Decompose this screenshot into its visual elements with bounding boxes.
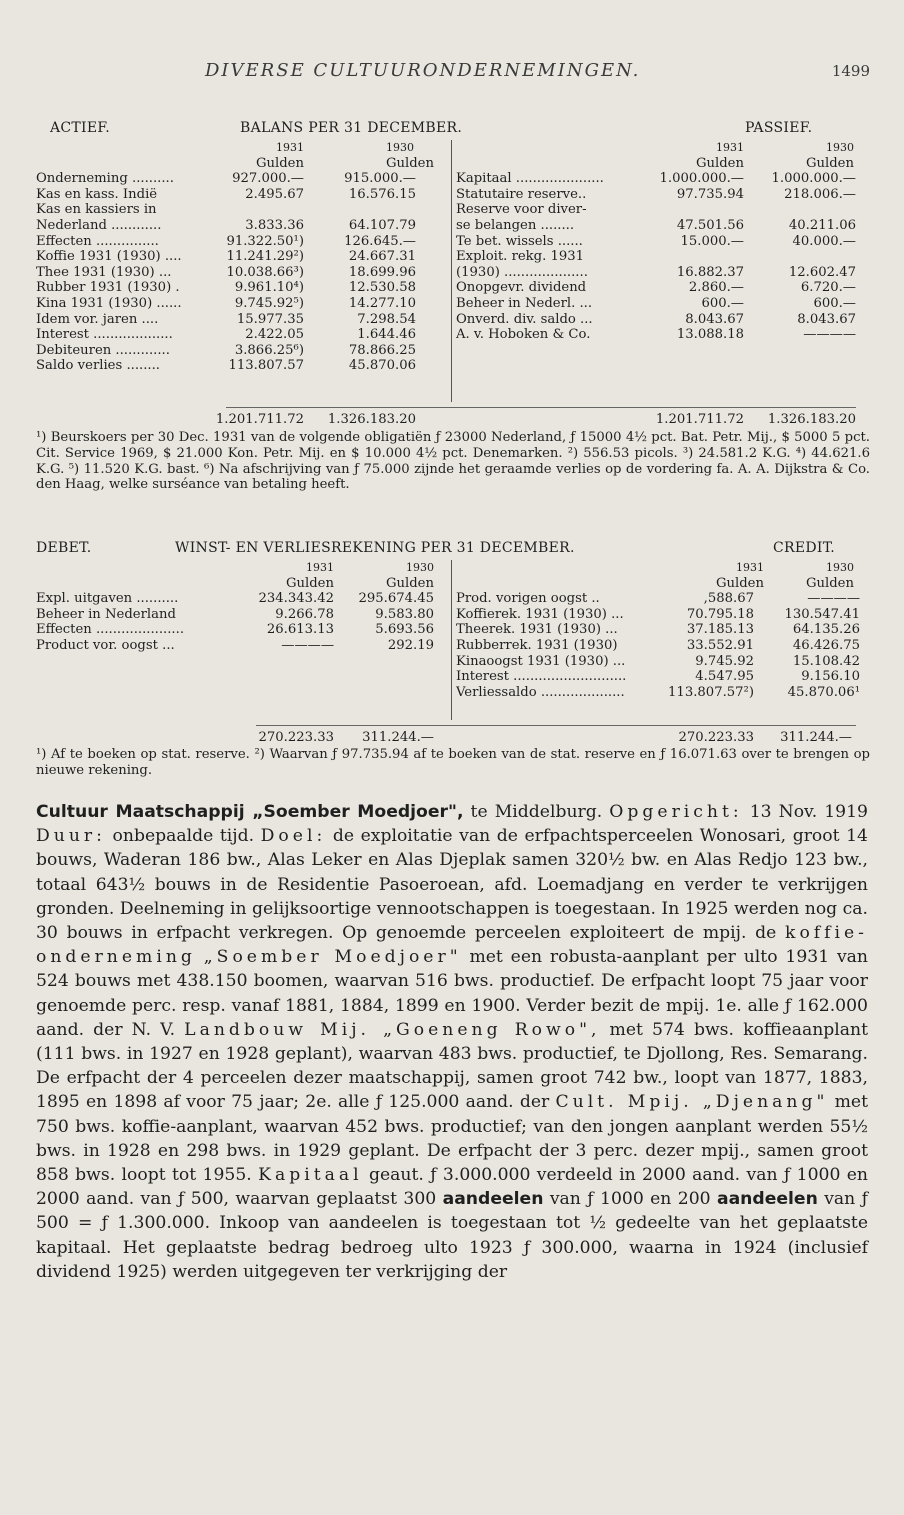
duur-label: Duur: <box>36 826 106 847</box>
credit-total-1930: 311.244.— <box>780 730 852 745</box>
balance-table <box>36 140 870 427</box>
table-row <box>36 622 870 638</box>
row-label: Interest ................... <box>36 327 173 343</box>
row-value-1931: 2.860.— <box>688 280 744 296</box>
row-value-1931: 33.552.91 <box>686 637 754 653</box>
row-value-1931: 9.266.78 <box>275 606 334 622</box>
table-row <box>36 327 870 343</box>
article-text-5 <box>196 947 204 967</box>
row-label: Koffierek. 1931 (1930) ... <box>456 606 624 622</box>
row-value-1930: 5.693.56 <box>375 622 434 638</box>
liab-unit-1930: Gulden <box>806 155 854 171</box>
pl-divider <box>451 560 452 720</box>
landbouw-mij-label: Landbouw Mij. „Goeneng Rowo", <box>184 1019 601 1040</box>
balance-year-row <box>36 140 870 156</box>
row-label: Effecten ..................... <box>36 622 185 638</box>
asset-total-1930: 1.326.183.20 <box>327 412 416 427</box>
row-value-1930: 15.108.42 <box>792 653 860 669</box>
asset-unit-1931: Gulden <box>256 155 304 171</box>
row-value-1931: ———— <box>281 637 334 653</box>
balance-total-rule <box>226 407 856 408</box>
pl-total-rule <box>256 725 856 726</box>
pl-unit-row <box>36 576 870 592</box>
article-text-11: van ƒ 500 = ƒ 1.300.000. Inkoop van aandeelen is toegestaan tot ½ gedeelte van het geplaatste kapitaal. Het geplaatste bedrag bedroeg ulto 1923 ƒ 300.000, waarna in 1924 (inclusief dividend 1925) werden uitgegeven ter verkrijging der <box>36 1189 868 1282</box>
pl-heading-right: CREDIT. <box>773 540 836 556</box>
row-value-1930: 12.530.58 <box>348 280 416 296</box>
article-text-3: onbepaalde tijd. <box>105 826 261 847</box>
row-value-1931: 4.547.95 <box>695 669 754 685</box>
row-value-1931: 37.185.13 <box>686 622 754 638</box>
pl-table <box>36 560 870 745</box>
balance-divider <box>451 140 452 402</box>
row-value-1930: 45.870.06 <box>348 358 416 374</box>
row-label: Kina 1931 (1930) ...... <box>36 295 182 311</box>
row-value-1931: 9.745.92⁵) <box>234 295 304 311</box>
row-value-1931: 15.977.35 <box>236 311 304 327</box>
row-value-1931: 927.000.— <box>232 171 304 187</box>
debit-year-1931: 1931 <box>306 561 334 574</box>
row-value-1930: 40.000.— <box>792 233 856 249</box>
row-label: Onderneming .......... <box>36 171 174 187</box>
row-value-1930: ———— <box>803 327 856 343</box>
pl-footnote-text: ¹) Af te boeken op stat. reserve. ²) Waarvan ƒ 97.735.94 af te boeken van de stat. reserve en ƒ 16.071.63 over te brengen op nieuwe rekening. <box>36 747 870 778</box>
row-label: Kas en kassiers in <box>36 202 157 218</box>
row-value-1930: 9.156.10 <box>801 669 860 685</box>
article-text-7: met 574 bws. koffieaanplant (111 bws. in 1927 en 1928 geplant), waarvan 483 bws. productief, te Djollong, Res. Semarang. De erfpacht der 4 perceelen dezer maatschappij, samen groot 742 bw., loopt van 1877, 1883, 1895 en 1898 af voor 75 jaar; 2e. alle ƒ 125.000 aand. der <box>36 1019 869 1113</box>
row-label: Reserve voor diver- <box>456 202 587 218</box>
row-value-1931: 2.495.67 <box>245 186 304 202</box>
row-label: A. v. Hoboken & Co. <box>456 327 591 343</box>
balance-unit-row <box>36 156 870 172</box>
table-row <box>36 265 870 281</box>
row-value-1930: 295.674.45 <box>358 591 434 607</box>
row-value-1931: 3.866.25⁶) <box>234 342 304 358</box>
credit-year-1931: 1931 <box>736 561 764 574</box>
row-value-1930: ———— <box>807 591 860 607</box>
row-label: Debiteuren ............. <box>36 342 170 358</box>
row-label: Koffie 1931 (1930) .... <box>36 249 182 265</box>
row-value-1930: 12.602.47 <box>788 264 856 280</box>
table-row <box>36 280 870 296</box>
asset-unit-1930: Gulden <box>386 155 434 171</box>
article-text-8: met 750 bws. koffie-aanplant, waarvan 452 bws. productief; van den jongen aanplant werden 55½ bws. in 1928 en 298 bws. in 1929 geplant. De erfpacht der 3 perc. dezer mpij., samen groot 858 bws. loopt tot 1955. <box>36 1092 868 1186</box>
row-value-1930: 915.000.— <box>344 171 416 187</box>
row-value-1931: 11.241.29²) <box>226 249 304 265</box>
credit-unit-1931: Gulden <box>716 575 764 591</box>
pl-rows <box>36 591 870 700</box>
article-text-2: 13 Nov. 1919 <box>742 802 868 822</box>
row-label: Expl. uitgaven .......... <box>36 591 179 607</box>
table-row <box>36 607 870 623</box>
row-value-1930: 40.211.06 <box>788 217 856 233</box>
row-label: Verliessaldo .................... <box>456 684 625 700</box>
cult-mpij-label: Cult. Mpij. „Djenang" <box>555 1092 829 1113</box>
debit-total-1930: 311.244.— <box>362 730 434 745</box>
table-row <box>36 218 870 234</box>
table-row <box>36 638 870 654</box>
row-label: Interest ........................... <box>456 669 627 685</box>
row-label: Saldo verlies ........ <box>36 358 160 374</box>
balance-heading-center: BALANS PER 31 DECEMBER. <box>240 120 463 136</box>
row-value-1930: 9.583.80 <box>375 606 434 622</box>
running-header <box>0 60 904 88</box>
row-value-1931: 1.000.000.— <box>659 171 744 187</box>
row-label: Exploit. rekg. 1931 <box>456 249 585 265</box>
balance-heading <box>0 120 904 140</box>
liab-total-1931: 1.201.711.72 <box>655 412 744 427</box>
row-value-1930: 6.720.— <box>800 280 856 296</box>
doel-label: Doel: <box>260 826 327 847</box>
row-value-1931: 97.735.94 <box>676 186 744 202</box>
row-label: Statutaire reserve.. <box>456 186 587 202</box>
balance-footnote-text: ¹) Beurskoers per 30 Dec. 1931 van de volgende obligatiën ƒ 23000 Nederland, ƒ 15000 4½ pct. Bat. Petr. Mij., $ 5000 5 pct. Cit. Service 1969, $ 21.000 Kon. Petr. Mij. en $ 10.000 4½ pct. Denemarken. ²) 556.53 picols. ³) 24.581.2 K.G. ⁴) 44.621.6 K.G. ⁵) 11.520 K.G. bast. ⁶) Na afschrijving van ƒ 75.000 zijnde het geraamde verlies op de vordering fa. A. A. Dijkstra & Co. den Haag, welke surséance van betaling heeft. <box>36 430 870 493</box>
credit-year-1930: 1930 <box>826 561 854 574</box>
row-value-1930: 8.043.67 <box>797 311 856 327</box>
table-row <box>36 685 870 701</box>
table-row <box>36 669 870 685</box>
row-value-1930: 292.19 <box>387 637 434 653</box>
row-label: Kinaoogst 1931 (1930) ... <box>456 653 626 669</box>
liab-total-1930: 1.326.183.20 <box>767 412 856 427</box>
table-row <box>36 312 870 328</box>
row-label: se belangen ........ <box>456 217 575 233</box>
credit-unit-1930: Gulden <box>806 575 854 591</box>
balance-total-row <box>36 412 870 428</box>
asset-year-1930: 1930 <box>386 141 414 154</box>
row-value-1931: 9.745.92 <box>695 653 754 669</box>
row-value-1930: 16.576.15 <box>348 186 416 202</box>
aandeelen-label-2: aandeelen <box>716 1189 818 1210</box>
liab-unit-1931: Gulden <box>696 155 744 171</box>
page-number: 1499 <box>831 62 870 80</box>
article-text-6: met een robusta-aanplant per ulto 1931 van 524 bouws met 438.150 boomen, waarvan 516 bws. productief. De erfpacht loopt 75 jaar voor genoemde perc. resp. vanaf 1881, 1884, 1899 en 1900. Verder bezit de mpij. 1e. alle ƒ 162.000 aand. der N. V. <box>36 947 868 1040</box>
balance-heading-left: ACTIEF. <box>50 120 110 136</box>
row-value-1931: 13.088.18 <box>676 327 744 343</box>
pl-heading-center: WINST- EN VERLIESREKENING PER 31 DECEMBER. <box>175 540 575 556</box>
pl-footnotes <box>36 747 870 779</box>
liab-year-1931: 1931 <box>716 141 744 154</box>
row-label: Prod. vorigen oogst .. <box>456 591 600 607</box>
row-value-1930: 1.000.000.— <box>771 171 856 187</box>
row-value-1931: 113.807.57 <box>228 358 304 374</box>
koffie-onderneming-label: koffie-onderneming <box>36 923 868 968</box>
row-value-1930: 126.645.— <box>344 233 416 249</box>
pl-total-row <box>36 730 870 746</box>
asset-total-1931: 1.201.711.72 <box>215 412 304 427</box>
opgericht-label: Opgericht: <box>609 802 743 822</box>
table-row <box>36 171 870 187</box>
kapitaal-label: Kapitaal <box>258 1165 363 1186</box>
row-value-1931: 600.— <box>701 295 744 311</box>
article-text-9: geaut. ƒ 3.000.000 verdeeld in 2000 aand. van ƒ 1000 en 2000 aand. van ƒ 500, waarvan geplaatst 300 <box>36 1165 868 1210</box>
row-value-1930: 64.135.26 <box>792 622 860 638</box>
table-row <box>36 358 870 374</box>
row-value-1931: 2.422.05 <box>245 327 304 343</box>
company-article <box>36 800 868 1284</box>
row-value-1930: 45.870.06¹ <box>787 684 860 700</box>
balance-footnotes <box>36 430 870 493</box>
company-name: Cultuur Maatschappij „Soember Moedjoer", <box>36 802 464 822</box>
row-label: Onverd. div. saldo ... <box>456 311 593 327</box>
debit-unit-1931: Gulden <box>286 575 334 591</box>
balance-rows <box>36 171 870 374</box>
row-value-1930: 78.866.25 <box>348 342 416 358</box>
aandeelen-label-1: aandeelen <box>442 1189 544 1210</box>
liab-year-1930: 1930 <box>826 141 854 154</box>
row-value-1931: 9.961.10⁴) <box>234 280 304 296</box>
row-label: (1930) .................... <box>456 264 588 280</box>
row-label: Rubberrek. 1931 (1930) <box>456 637 618 653</box>
row-value-1930: 130.547.41 <box>784 606 860 622</box>
row-value-1930: 24.667.31 <box>348 249 416 265</box>
table-row <box>36 296 870 312</box>
article-text-1: te Middelburg. <box>463 802 610 822</box>
row-value-1930: 64.107.79 <box>348 217 416 233</box>
row-label: Te bet. wissels ...... <box>456 233 583 249</box>
row-label: Beheer in Nederland <box>36 606 176 622</box>
article-text-4: de exploitatie van de erfpachtsperceelen Wonosari, groot 14 bouws, Waderan 186 bw., Alas Leker en Alas Djeplak samen 320½ bw. en Alas Redjo 123 bw., totaal 643½ bouws in de Residentie Pasoeroean, afd. Loemadjang en verder te verkrijgen gronden. Deelneming in gelijksoortige vennootschappen is toegestaan. In 1925 werden nog ca. 30 bouws in erfpacht verkregen. Op genoemde perceelen exploiteert de mpij. de <box>36 826 868 944</box>
row-value-1931: 3.833.36 <box>245 217 304 233</box>
table-row <box>36 234 870 250</box>
row-label: Kas en kass. Indië <box>36 186 158 202</box>
row-label: Thee 1931 (1930) ... <box>36 264 172 280</box>
row-label: Nederland ............ <box>36 217 162 233</box>
row-value-1930: 600.— <box>813 295 856 311</box>
row-value-1931: 113.807.57²) <box>668 684 754 700</box>
row-value-1930: 1.644.46 <box>357 327 416 343</box>
pl-year-row <box>36 560 870 576</box>
row-label: Kapitaal ..................... <box>456 171 604 187</box>
row-value-1930: 18.699.96 <box>348 264 416 280</box>
pl-heading-left: DEBET. <box>36 540 92 556</box>
debit-total-1931: 270.223.33 <box>258 730 334 745</box>
row-label: Idem vor. jaren .... <box>36 311 159 327</box>
row-value-1931: 26.613.13 <box>266 622 334 638</box>
row-label: Product vor. oogst ... <box>36 637 175 653</box>
row-label: Beheer in Nederl. ... <box>456 295 593 311</box>
row-value-1930: 14.277.10 <box>348 295 416 311</box>
row-value-1930: 46.426.75 <box>792 637 860 653</box>
table-row <box>36 343 870 359</box>
table-row <box>36 591 870 607</box>
table-row <box>36 187 870 203</box>
balance-heading-right: PASSIEF. <box>745 120 813 136</box>
row-value-1931: ,588.67 <box>703 591 754 607</box>
row-label: Effecten ............... <box>36 233 159 249</box>
asset-year-1931: 1931 <box>276 141 304 154</box>
row-value-1931: 47.501.56 <box>676 217 744 233</box>
credit-total-1931: 270.223.33 <box>678 730 754 745</box>
row-value-1930: 7.298.54 <box>357 311 416 327</box>
row-value-1931: 70.795.18 <box>686 606 754 622</box>
soember-moedjoer-label: „Soember Moedjoer" <box>203 947 462 968</box>
table-row <box>36 654 870 670</box>
row-value-1931: 16.882.37 <box>676 264 744 280</box>
row-value-1931: 91.322.50¹) <box>226 233 304 249</box>
table-row <box>36 202 870 218</box>
row-label: Theerek. 1931 (1930) ... <box>456 622 618 638</box>
table-row <box>36 249 870 265</box>
row-value-1930: 218.006.— <box>784 186 856 202</box>
row-value-1931: 15.000.— <box>680 233 744 249</box>
row-value-1931: 234.343.42 <box>258 591 334 607</box>
row-label: Onopgevr. dividend <box>456 280 587 296</box>
article-paragraph <box>36 800 868 1284</box>
debit-unit-1930: Gulden <box>386 575 434 591</box>
article-text-10: van ƒ 1000 en 200 <box>543 1189 717 1210</box>
debit-year-1930: 1930 <box>406 561 434 574</box>
row-value-1931: 8.043.67 <box>685 311 744 327</box>
running-title: DIVERSE CULTUURONDERNEMINGEN. <box>205 60 641 81</box>
row-label: Rubber 1931 (1930) . <box>36 280 180 296</box>
pl-heading <box>0 540 904 560</box>
row-value-1931: 10.038.66³) <box>226 264 304 280</box>
